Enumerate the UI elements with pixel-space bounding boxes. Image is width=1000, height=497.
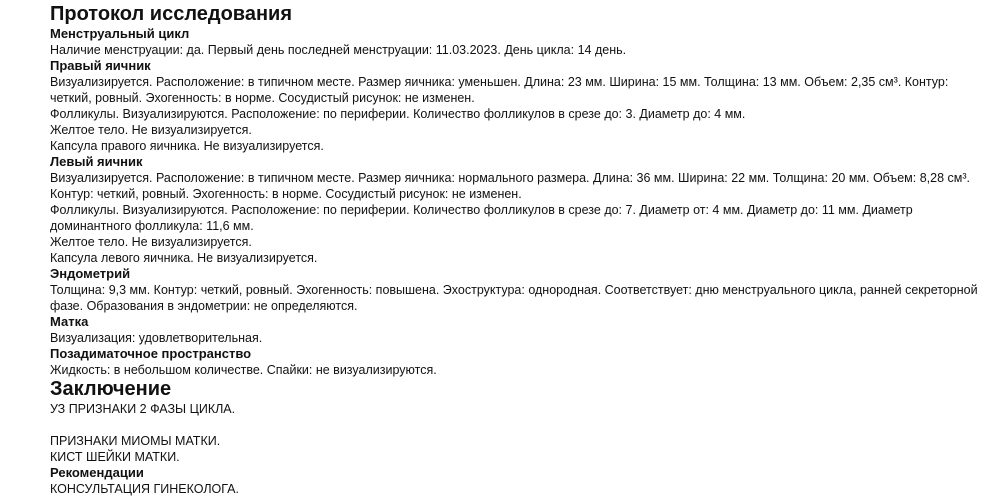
right-ovary-capsule: Капсула правого яичника. Не визуализируется. [50, 139, 324, 153]
conclusion-line: КИСТ ШЕЙКИ МАТКИ. [50, 450, 180, 464]
right-ovary-text: Визуализируется. Расположение: в типичном месте. Размер яичника: уменьшен. Длина: 23 мм. Ширина: 15 мм. Толщина: 13 мм. Объем: 2,35 см³. Контур: четкий, ровный. Эхогенность: в норме. Сосудистый рисунок: не изменен. [50, 75, 949, 105]
section-heading-uterus: Матка [50, 314, 89, 329]
recommendations-line: КОНСУЛЬТАЦИЯ ГИНЕКОЛОГА. [50, 482, 239, 496]
left-ovary-follicles: Фолликулы. Визуализируются. Расположение: по периферии. Количество фолликулов в срезе до: 7. Диаметр от: 4 мм. Диаметр до: 11 мм. Диаметр доминантного фолликула: 11,6 мм. [50, 203, 913, 233]
uterus-text: Визуализация: удовлетворительная. [50, 331, 263, 345]
right-ovary-follicles: Фолликулы. Визуализируются. Расположение: по периферии. Количество фолликулов в срезе до: 3. Диаметр до: 4 мм. [50, 107, 746, 121]
section-heading-menstrual: Менструальный цикл [50, 26, 190, 41]
left-ovary-capsule: Капсула левого яичника. Не визуализируется. [50, 251, 318, 265]
menstrual-text: Наличие менструации: да. Первый день последней менструации: 11.03.2023. День цикла: 14 день. [50, 43, 627, 57]
section-heading-retrouterine: Позадиматочное пространство [50, 346, 252, 361]
retrouterine-text: Жидкость: в небольшом количестве. Спайки: не визуализируются. [50, 363, 437, 377]
section-heading-left-ovary: Левый яичник [50, 154, 143, 169]
conclusion-line: ПРИЗНАКИ МИОМЫ МАТКИ. [50, 434, 221, 448]
left-ovary-text: Визуализируется. Расположение: в типичном месте. Размер яичника: нормального размера. Длина: 36 мм. Ширина: 22 мм. Толщина: 20 мм. Объем: 8,28 см³. Контур: четкий, ровный. Эхогенность: в норме. Сосудистый рисунок: не изменен. [50, 171, 971, 201]
section-heading-endometrium: Эндометрий [50, 266, 131, 281]
page-title: Протокол исследования [50, 3, 293, 25]
endometrium-text: Толщина: 9,3 мм. Контур: четкий, ровный. Эхогенность: повышена. Эхоструктура: однородная. Соответствует: дню менструального цикла, ранней секреторной фазе. Образования в эндометрии: не определяются. [50, 283, 978, 313]
left-ovary-corpus-luteum: Желтое тело. Не визуализируется. [50, 235, 252, 249]
spacer [50, 417, 990, 433]
conclusion-heading: Заключение [50, 378, 172, 400]
recommendations-heading: Рекомендации [50, 465, 144, 480]
section-heading-right-ovary: Правый яичник [50, 58, 151, 73]
report-document [50, 3, 990, 497]
conclusion-line: УЗ ПРИЗНАКИ 2 ФАЗЫ ЦИКЛА. [50, 402, 236, 416]
right-ovary-corpus-luteum: Желтое тело. Не визуализируется. [50, 123, 252, 137]
